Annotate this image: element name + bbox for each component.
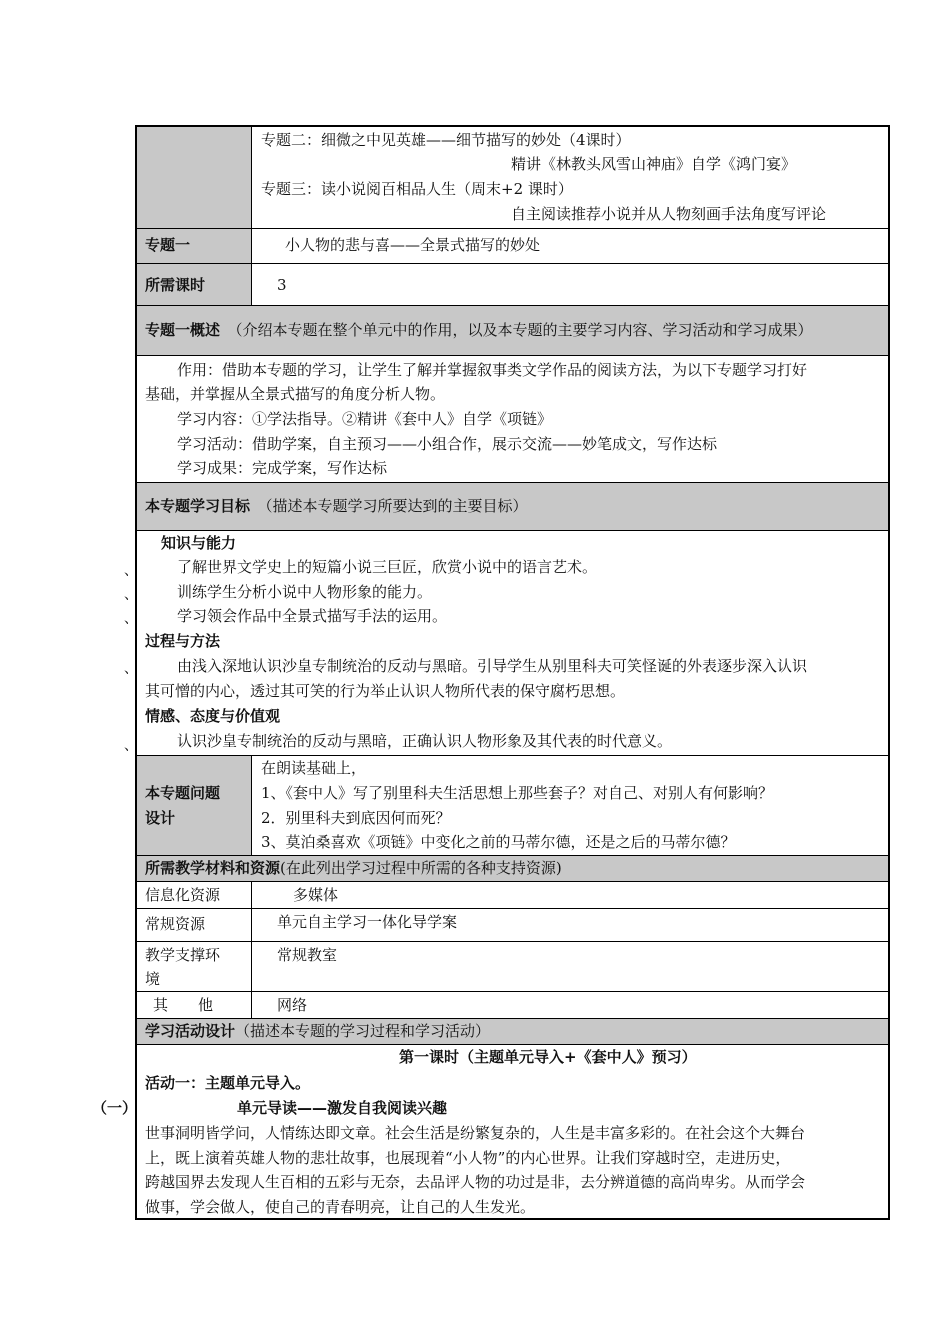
overview-header: 专题一概述 （介绍本专题在整个单元中的作用，以及本专题的主要学习内容、学习活动和学习成果） <box>145 321 813 339</box>
overview-outcomes: 学习成果：完成学案，写作达标 <box>177 459 388 477</box>
questions-label: 本专题问题 <box>145 784 221 802</box>
topic-two-line: 专题二：细微之中见英雄——细节描写的妙处（4课时） <box>261 131 631 149</box>
question-item: 2．别里科夫到底因何而死？ <box>261 809 451 827</box>
material-label-cont: 境 <box>145 970 161 988</box>
hours-value: 3 <box>277 276 287 294</box>
lesson-title: 第一课时（主题单元导入+《套中人》预习） <box>399 1048 697 1066</box>
material-value: 单元自主学习一体化导学案 <box>277 913 458 931</box>
material-value: 多媒体 <box>293 886 339 904</box>
goal-item: 认识沙皇专制统治的反动与黑暗，正确认识人物形象及其代表的时代意义。 <box>177 732 673 750</box>
material-value: 网络 <box>277 996 308 1014</box>
material-value: 常规教室 <box>277 946 338 964</box>
goal-item: 了解世界文学史上的短篇小说三巨匠，欣赏小说中的语言艺术。 <box>177 558 598 576</box>
unit-guide-title: 单元导读——激发自我阅读兴趣 <box>237 1099 448 1117</box>
list-mark: 、 <box>124 738 138 754</box>
goals-process-heading: 过程与方法 <box>145 632 221 650</box>
activity-header: 学习活动设计（描述本专题的学习过程和学习活动） <box>145 1022 491 1040</box>
list-mark: 、 <box>124 587 138 603</box>
overview-content: 学习内容：①学法指导。②精讲《套中人》自学《项链》 <box>177 410 553 428</box>
topic-three-detail: 自主阅读推荐小说并从人物刻画手法角度写评论 <box>511 205 827 223</box>
list-mark: 、 <box>124 661 138 677</box>
material-label: 信息化资源 <box>145 886 221 904</box>
goals-values-heading: 情感、态度与价值观 <box>145 707 281 725</box>
overview-purpose-cont: 基础，并掌握从全景式描写的角度分析人物。 <box>145 385 446 403</box>
question-item: 3、莫泊桑喜欢《项链》中变化之前的马蒂尔德，还是之后的马蒂尔德？ <box>261 833 736 851</box>
topic-one-value: 小人物的悲与喜——全景式描写的妙处 <box>285 236 541 254</box>
questions-label-cont: 设计 <box>145 809 176 827</box>
list-mark: 、 <box>124 611 138 627</box>
overview-activities: 学习活动：借助学案，自主预习——小组合作，展示交流——妙笔成文，写作达标 <box>177 435 718 453</box>
goals-knowledge-heading: 知识与能力 <box>161 534 237 552</box>
question-item: 1、《套中人》写了别里科夫生活思想上那些套子？对自己、对别人有何影响？ <box>261 784 774 802</box>
topic-two-detail: 精讲《林教头风雪山神庙》自学《鸿门宴》 <box>511 155 797 173</box>
goals-header: 本专题学习目标 （描述本专题学习所要达到的主要目标） <box>145 497 528 515</box>
intro-paragraph-line: 跨越国界去发现人生百相的五彩与无奈，去品评人物的功过是非，去分辨道德的高尚卑劣。从而学会 <box>145 1173 806 1191</box>
goal-item: 学习领会作品中全景式描写手法的运用。 <box>177 607 448 625</box>
lesson-plan-table <box>135 125 890 1220</box>
side-mark: （一） <box>92 1099 138 1117</box>
goal-item: 训练学生分析小说中人物形象的能力。 <box>177 583 433 601</box>
materials-header: 所需教学材料和资源(在此列出学习过程中所需的各种支持资源) <box>145 859 562 877</box>
intro-paragraph-line: 上，既上演着英雄人物的悲壮故事，也展现着“小人物”的内心世界。让我们穿越时空，走进历史， <box>145 1149 791 1167</box>
hours-label: 所需课时 <box>145 276 206 294</box>
intro-paragraph-line: 世事洞明皆学问，人情练达即文章。社会生活是纷繁复杂的，人生是丰富多彩的。在社会这个大舞台 <box>145 1124 806 1142</box>
overview-purpose: 作用：借助本专题的学习，让学生了解并掌握叙事类文学作品的阅读方法，为以下专题学习打好 <box>177 361 808 379</box>
material-label: 常规资源 <box>145 915 206 933</box>
question-intro: 在朗读基础上， <box>261 759 367 777</box>
material-label: 教学支撑环 <box>145 946 221 964</box>
topic-one-label: 专题一 <box>145 236 191 254</box>
header-cell-bg <box>137 127 251 228</box>
goal-item-cont: 其可憎的内心，透过其可笑的行为举止认识人物所代表的保守腐朽思想。 <box>145 682 626 700</box>
topic-three-line: 专题三：读小说阅百相品人生（周末+2 课时） <box>261 180 573 198</box>
questions-header-bg <box>137 755 251 855</box>
goal-item: 由浅入深地认识沙皇专制统治的反动与黑暗。引导学生从别里科夫可笑怪诞的外表逐步深入认识 <box>177 657 808 675</box>
activity-one-title: 活动一：主题单元导入。 <box>145 1074 311 1092</box>
intro-paragraph-line: 做事，学会做人，使自己的青春明亮，让自己的人生发光。 <box>145 1198 536 1216</box>
material-label: 其 他 <box>153 996 214 1014</box>
list-mark: 、 <box>124 563 138 579</box>
